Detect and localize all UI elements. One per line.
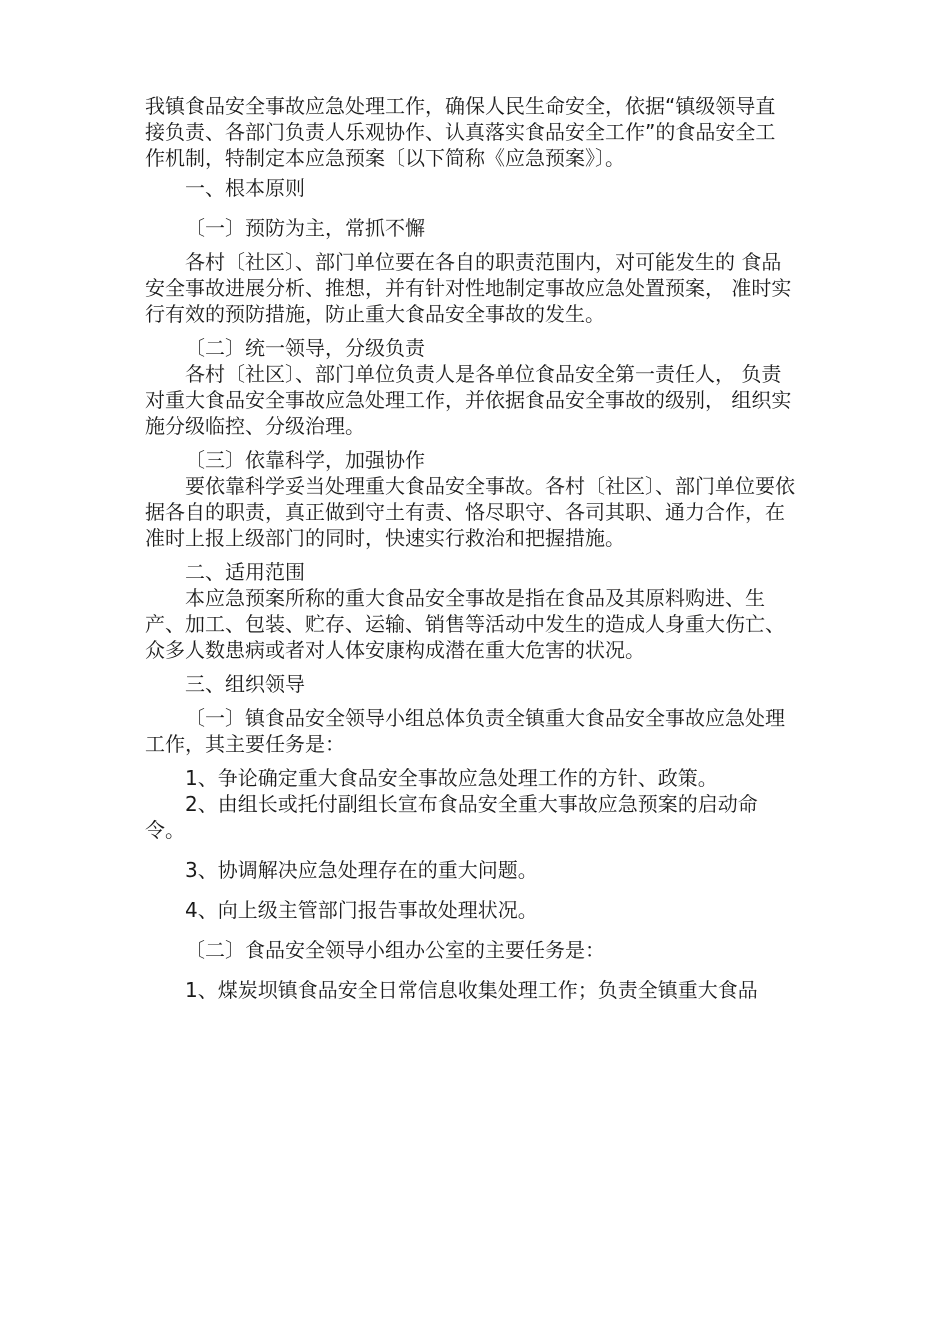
section-heading-scope: 二、适用范围 <box>185 560 305 584</box>
section-heading-organization: 三、组织领导 <box>185 672 305 696</box>
document-body <box>145 93 795 1003</box>
intro-paragraph: 我镇食品安全事故应急处理工作，确保人民生命安全，依据“镇级领导直接负责、各部门负责人乐观协作、认真落实食品安全工作”的食品安全工作机制，特制定本应急预案〔以下简称《应急预案》〕。 <box>145 94 776 170</box>
list-item-office-1: 1、煤炭坝镇食品安全日常信息收集处理工作；负责全镇重大食品 <box>185 978 758 1002</box>
paragraph-scope: 本应急预案所称的重大食品安全事故是指在食品及其原料购进、生产、加工、包装、贮存、运输、销售等活动中发生的造成人身重大伤亡、众多人数患病或者对人体安康构成潜在重大危害的状况。 <box>145 586 785 662</box>
subheading-unified-leadership: 〔二〕统一领导，分级负责 <box>185 336 425 360</box>
paragraph-prevention: 各村〔社区〕、部门单位要在各自的职责范围内，对可能发生的 食品安全事故进展分析、推想，并有针对性地制定事故应急处置预案， 准时实行有效的预防措施，防止重大食品安全事故的发生。 <box>145 250 792 326</box>
list-item-1: 1、争论确定重大食品安全事故应急处理工作的方针、政策。 <box>185 766 718 790</box>
subheading-leading-group: 〔一〕镇食品安全领导小组总体负责全镇重大食品安全事故应急处理工作，其主要任务是： <box>145 706 785 756</box>
section-heading-basic-principles: 一、根本原则 <box>185 176 305 200</box>
paragraph-unified-leadership: 各村〔社区〕、部门单位负责人是各单位食品安全第一责任人， 负责对重大食品安全事故应急处理工作，并依据食品安全事故的级别， 组织实施分级临控、分级治理。 <box>145 362 792 438</box>
subheading-prevention: 〔一〕预防为主，常抓不懈 <box>185 216 425 240</box>
list-item-4: 4、向上级主管部门报告事故处理状况。 <box>185 898 538 922</box>
paragraph-rely-on-science: 要依靠科学妥当处理重大食品安全事故。各村〔社区〕、部门单位要依据各自的职责，真正做到守土有责、恪尽职守、各司其职、通力合作，在准时上报上级部门的同时，快速实行救治和把握措施。 <box>145 474 795 550</box>
subheading-office-tasks: 〔二〕食品安全领导小组办公室的主要任务是： <box>185 938 605 962</box>
subheading-rely-on-science: 〔三〕依靠科学，加强协作 <box>185 448 425 472</box>
list-item-3: 3、协调解决应急处理存在的重大问题。 <box>185 858 538 882</box>
list-item-2: 2、由组长或托付副组长宣布食品安全重大事故应急预案的启动命令。 <box>145 792 758 842</box>
